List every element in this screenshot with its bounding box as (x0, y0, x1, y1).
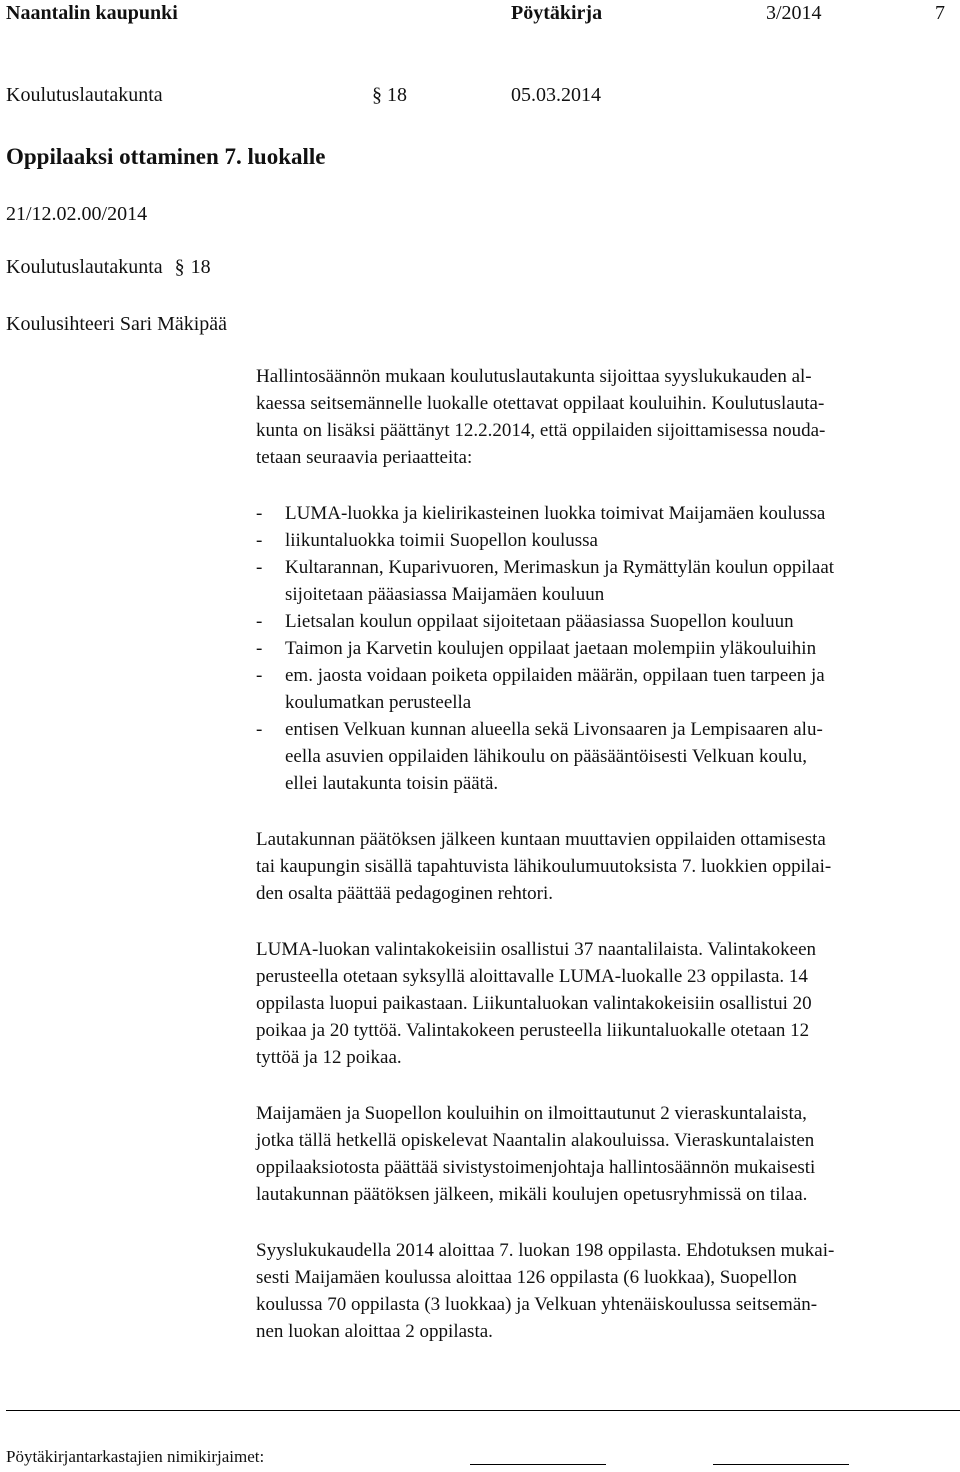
bullet-marker: - (256, 503, 263, 524)
paragraph-line: sesti Maijamäen koulussa aloittaa 126 oppilasta (6 luokkaa), Suopellon (256, 1267, 797, 1288)
page-number: 7 (935, 2, 945, 24)
paragraph-line: jotka tällä hetkellä opiskelevat Naantalin alakouluissa. Vieraskuntalaisten (256, 1130, 815, 1151)
meta-section (372, 84, 407, 107)
paragraph-line: oppilaaksiotosta päättää sivistystoimenjohtaja hallintosäännön mukaisesti (256, 1157, 816, 1178)
record-id: 21/12.02.00/2014 (6, 203, 148, 225)
document-type: Pöytäkirja (511, 2, 603, 24)
section-sign: § (372, 84, 382, 106)
bullet-item-continuation: eella asuvien oppilaiden lähikoulu on pääsääntöisesti Velkuan koulu, (285, 746, 808, 767)
bullet-item: LUMA-luokka ja kielirikasteinen luokka toimivat Maijamäen koulussa (285, 503, 826, 524)
paragraph-line: poikaa ja 20 tyttöä. Valintakokeen perusteella liikuntaluokalle otetaan 12 (256, 1020, 810, 1041)
paragraph-line: nen luokan aloittaa 2 oppilasta. (256, 1321, 493, 1342)
bullet-marker: - (256, 719, 263, 740)
bullet-item: Lietsalan koulun oppilaat sijoitetaan pääasiassa Suopellon kouluun (285, 611, 794, 632)
bullet-marker: - (256, 557, 263, 578)
section-number: 18 (190, 256, 211, 278)
bullet-item: em. jaosta voidaan poiketa oppilaiden määrän, oppilaan tuen tarpeen ja (285, 665, 825, 686)
paragraph-line: koulussa 70 oppilasta (3 luokkaa) ja Velkuan yhtenäiskoulussa seitsemän- (256, 1294, 818, 1315)
signature-line (713, 1464, 849, 1465)
meta-section-number: 18 (387, 84, 407, 106)
bullet-item: entisen Velkuan kunnan alueella sekä Livonsaaren ja Lempisaaren alu- (285, 719, 823, 740)
board-section (6, 256, 211, 279)
bullet-marker: - (256, 665, 263, 686)
bullet-item-continuation: koulumatkan perusteella (285, 692, 472, 713)
bullet-item: liikuntaluokka toimii Suopellon koulussa (285, 530, 598, 551)
bullet-item: Taimon ja Karvetin koulujen oppilaat jaetaan molempiin yläkouluihin (285, 638, 817, 659)
meta-date: 05.03.2014 (511, 84, 601, 106)
paragraph-line: lautakunnan päätöksen jälkeen, mikäli koulujen opetusryhmissä on tilaa. (256, 1184, 808, 1205)
page-title: Oppilaaksi ottaminen 7. luokalle (6, 144, 326, 169)
intro-line: kaessa seitsemännelle luokalle otettavat oppilaat kouluihin. Koulutuslauta- (256, 393, 825, 414)
signature-line (470, 1464, 606, 1465)
paragraph-line: Lautakunnan päätöksen jälkeen kuntaan muuttavien oppilaiden ottamisesta (256, 829, 826, 850)
paragraph-line: Maijamäen ja Suopellon kouluihin on ilmoittautunut 2 vieraskuntalaista, (256, 1103, 807, 1124)
bullet-marker: - (256, 611, 263, 632)
paragraph-line: tai kaupungin sisällä tapahtuvista lähikoulumuutoksista 7. luokkien oppilai- (256, 856, 832, 877)
presenter: Koulusihteeri Sari Mäkipää (6, 313, 228, 335)
bullet-marker: - (256, 638, 263, 659)
bullet-item-continuation: sijoitetaan pääasiassa Maijamäen kouluun (285, 584, 605, 605)
board-name: Koulutuslautakunta (6, 256, 163, 278)
footer-label: Pöytäkirjantarkastajien nimikirjaimet: (6, 1447, 265, 1466)
municipality-name: Naantalin kaupunki (6, 2, 178, 24)
paragraph-line: Syyslukukaudella 2014 aloittaa 7. luokan 198 oppilasta. Ehdotuksen mukai- (256, 1240, 835, 1261)
issue-number: 3/2014 (766, 2, 822, 24)
meta-board: Koulutuslautakunta (6, 84, 163, 106)
paragraph-line: perusteella otetaan syksyllä aloittavalle LUMA-luokalle 23 oppilasta. 14 (256, 966, 808, 987)
paragraph-line: oppilasta luopui paikastaan. Liikuntaluokan valintakokeisiin osallistui 20 (256, 993, 812, 1014)
bullet-item: Kultarannan, Kuparivuoren, Merimaskun ja Rymättylän koulun oppilaat (285, 557, 835, 578)
section-sign: § (174, 256, 185, 278)
paragraph-line: tyttöä ja 12 poikaa. (256, 1047, 402, 1068)
intro-line: Hallintosäännön mukaan koulutuslautakunta sijoittaa syyslukukauden al- (256, 366, 812, 387)
paragraph-line: den osalta päättää pedagoginen rehtori. (256, 883, 554, 904)
bullet-marker: - (256, 530, 263, 551)
bullet-item-continuation: ellei lautakunta toisin päätä. (285, 773, 499, 794)
paragraph-line: LUMA-luokan valintakokeisiin osallistui 37 naantalilaista. Valintakokeen (256, 939, 817, 960)
footer-divider (6, 1410, 960, 1411)
intro-line: kunta on lisäksi päättänyt 12.2.2014, että oppilaiden sijoittamisessa nouda- (256, 420, 826, 441)
intro-line: tetaan seuraavia periaatteita: (256, 447, 473, 468)
